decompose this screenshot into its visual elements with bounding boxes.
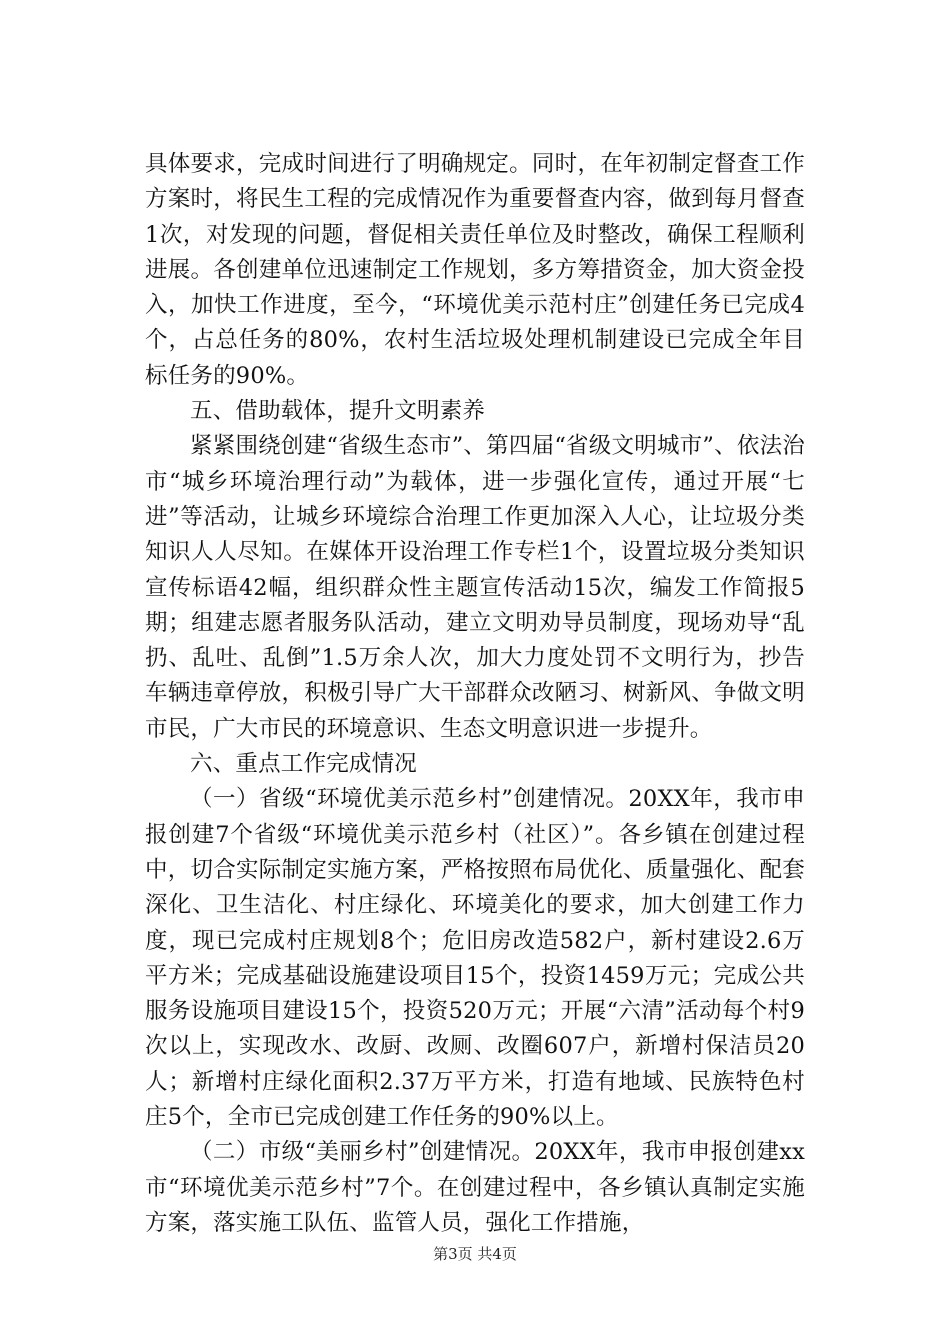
paragraph-subsection-1: （一）省级“环境优美示范乡村”创建情况。20XX年，我市申报创建7个省级“环境优美示范乡村（社区）”。各乡镇在创建过程中，切合实际制定实施方案，严格按照布局优化、质量强化、配套深化、卫生洁化、村庄绿化、环境美化的要求，加大创建工作力度，现已完成村庄规划8个；危旧房改造582户，新村建设2.6万平方米；完成基础设施建设项目15个，投资1459万元；完成公共服务设施项目建设15个，投资520万元；开展“六清”活动每个村9次以上，实现改水、改厨、改厕、改圈607户，新增村保洁员20人；新增村庄绿化面积2.37万平方米，打造有地域、民族特色村庄5个，全市已完成创建工作任务的90%以上。 (145, 786, 805, 1131)
paragraph-section-5: 紧紧围绕创建“省级生态市”、第四届“省级文明城市”、依法治市“城乡环境治理行动”为载体，进一步强化宣传，通过开展“七进”等活动，让城乡环境综合治理工作更加深入人心，让垃圾分类知识人人尽知。在媒体开设治理工作专栏1个，设置垃圾分类知识宣传标语42幅，组织群众性主题宣传活动15次，编发工作简报5期；组建志愿者服务队活动，建立文明劝导员制度，现场劝导“乱扔、乱吐、乱倒”1.5万余人次，加大力度处罚不文明行为，抄告车辆违章停放，积极引导广大干部群众改陋习、树新风、争做文明市民，广大市民的环境意识、生态文明意识进一步提升。 (145, 433, 805, 742)
section-heading-5: 五、借助载体，提升文明素养 (190, 398, 486, 425)
page-number-footer: 第3页 共4页 (433, 1245, 517, 1263)
section-heading-6: 六、重点工作完成情况 (190, 751, 418, 778)
paragraph-continuation: 具体要求，完成时间进行了明确规定。同时，在年初制定督查工作方案时，将民生工程的完成情况作为重要督查内容，做到每月督查1次，对发现的问题，督促相关责任单位及时整改，确保工程顺利进展。各创建单位迅速制定工作规划，多方筹措资金，加大资金投入，加快工作进度，至今，“环境优美示范村庄”创建任务已完成4个，占总任务的80%，农村生活垃圾处理机制建设已完成全年目标任务的90%。 (145, 151, 805, 389)
document-body (145, 147, 805, 1241)
paragraph-subsection-2: （二）市级“美丽乡村”创建情况。20XX年，我市申报创建xx市“环境优美示范乡村”7个。在创建过程中，各乡镇认真制定实施方案，落实施工队伍、监管人员，强化工作措施， (145, 1139, 805, 1236)
